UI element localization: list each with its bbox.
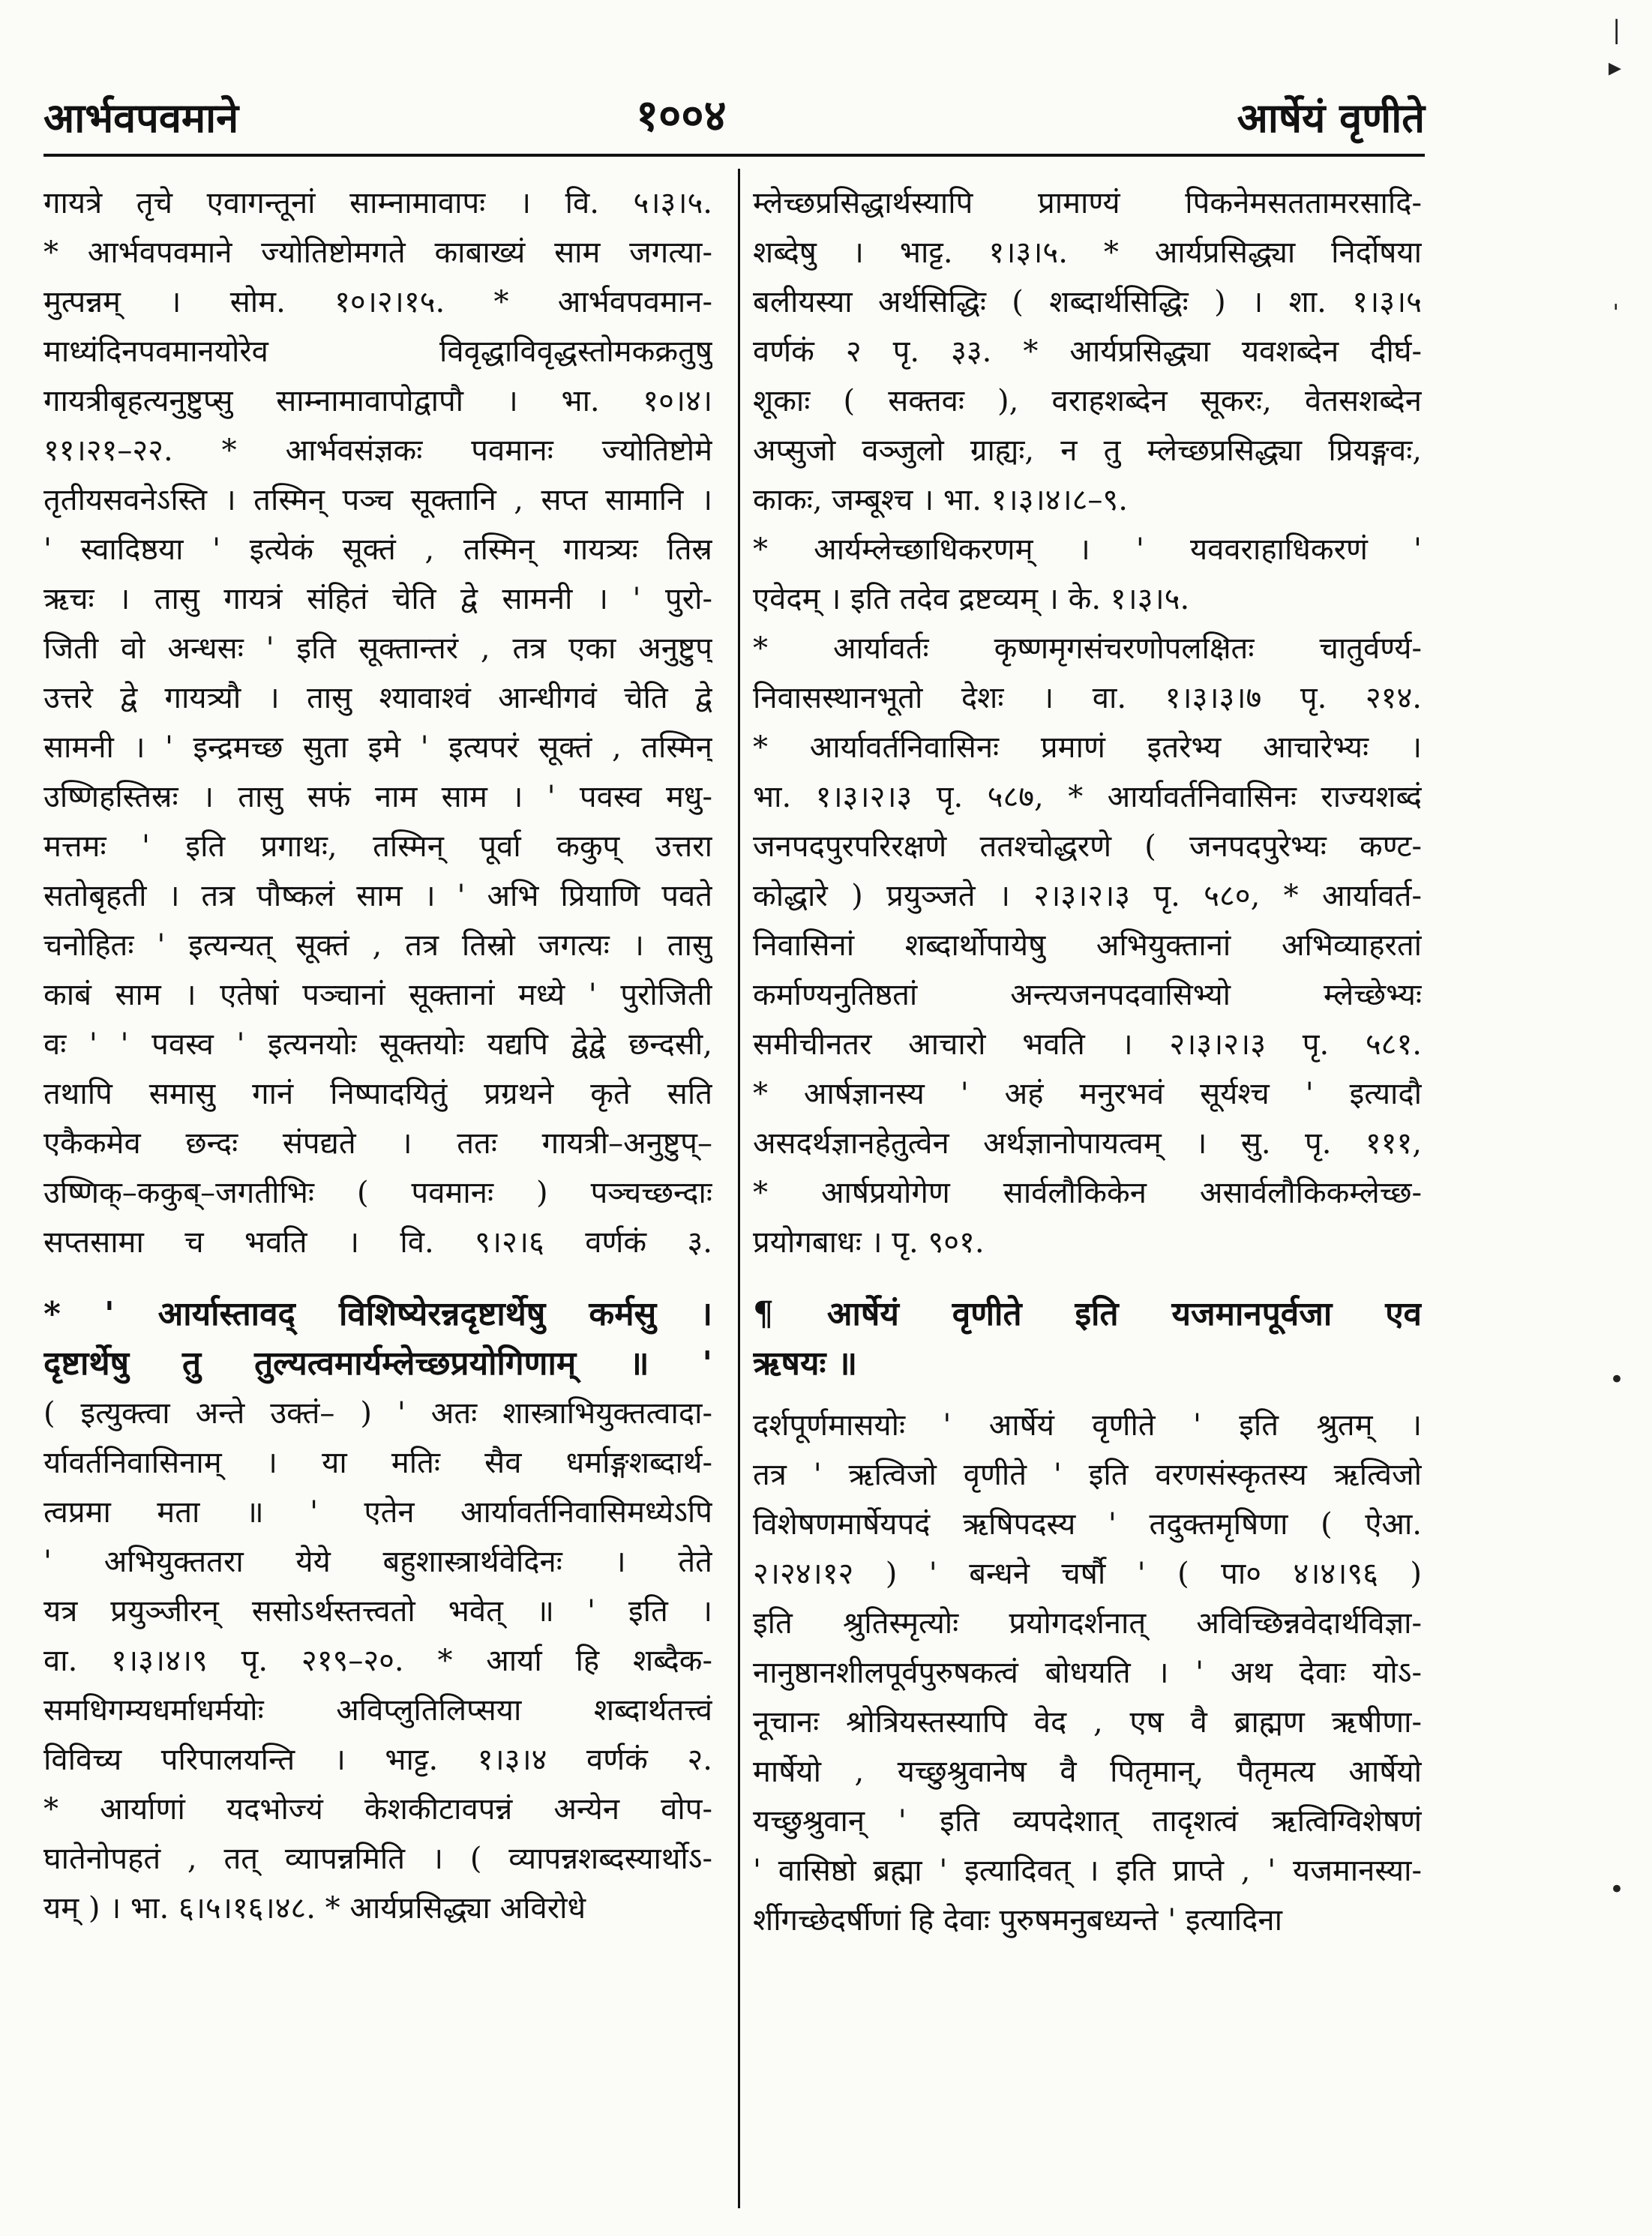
- text-line: यत्र प्रयुञ्जीरन् ससोऽर्थस्तत्त्वतो भवेत् ॥ ' इति ।: [43, 1594, 712, 1629]
- right-column: [753, 178, 1422, 1945]
- text-line: ११।२१–२२. * आर्भवसंज्ञकः पवमानः ज्योतिष्टोमे: [43, 433, 712, 468]
- text-line: मत्तमः ' इति प्रगाथः, तस्मिन् पूर्वा ककुप् उत्तरा: [43, 829, 712, 864]
- column-divider: [738, 169, 740, 2208]
- quote-line: * ' आर्यास्तावद् विशिष्येरन्नदृष्टार्थेषु कर्मसु ।: [43, 1295, 712, 1333]
- text-line: निवासस्थानभूतो देशः । वा. १।३।३।७ पृ. २१४.: [753, 681, 1422, 715]
- text-line: मार्षेयो , यच्छुश्रुवानेष वै पितृमान्, पैतृमत्य आर्षेयो: [753, 1755, 1422, 1789]
- text-line: समधिगम्यधर्माधर्मयोः अविप्लुतिलिप्सया शब्दार्थतत्त्वं: [43, 1693, 712, 1728]
- text-line: सामनी । ' इन्द्रमच्छ सुता इमे ' इत्यपरं सूक्तं , तस्मिन्: [43, 730, 712, 765]
- text-line: ' अभियुक्ततरा येये बहुशास्त्रार्थवेदिनः । तेते: [43, 1545, 712, 1579]
- text-line: ऋचः । तासु गायत्रं संहितं चेति द्वे सामनी । ' पुरो-: [43, 582, 712, 616]
- text-line: इति श्रुतिस्मृत्योः प्रयोगदर्शनात् अविच्छिन्नवेदार्थविज्ञा-: [753, 1606, 1422, 1641]
- text-line: विविच्य परिपालयन्ति । भाट्ट. १।३।४ वर्णकं २.: [43, 1743, 712, 1777]
- text-line: यम् ) । भा. ६।५।१६।४८. * आर्यप्रसिद्ध्या अविरोधे: [43, 1891, 586, 1926]
- header-left-guideword: आर्भवपवमाने: [43, 94, 239, 142]
- text-line: तृतीयसवनेऽस्ति । तस्मिन् पञ्च सूक्तानि , सप्त सामानि ।: [43, 483, 712, 517]
- text-line: ( इत्युक्त्वा अन्ते उक्तं– ) ' अतः शास्त्राभियुक्तत्वादा-: [43, 1396, 712, 1431]
- text-line: उष्णिक्–ककुब्–जगतीभिः ( पवमानः ) पञ्चच्छन्दाः: [43, 1176, 712, 1210]
- margin-mark: |: [1612, 15, 1621, 45]
- text-line: वा. १।३।४।९ पृ. २१९–२०. * आर्या हि शब्दैक-: [43, 1644, 712, 1678]
- text-line: वर्णकं २ पृ. ३३. * आर्यप्रसिद्ध्या यवशब्देन दीर्घ-: [753, 334, 1422, 369]
- text-line: वः ' ' पवस्व ' इत्यनयोः सूक्तयोः यद्यपि द्वेद्वे छन्दसी,: [43, 1027, 712, 1062]
- text-line: दर्शपूर्णमासयोः ' आर्षेयं वृणीते ' इति श्रुतम् ।: [753, 1408, 1422, 1443]
- text-line: र्यावर्तनिवासिनाम् । या मतिः सैव धर्माङ्गशब्दार्थ-: [43, 1446, 712, 1480]
- text-line: * आर्षप्रयोगेण सार्वलौकिकेन असार्वलौकिकम्लेच्छ-: [753, 1176, 1422, 1210]
- text-line: असदर्थज्ञानहेतुत्वेन अर्थज्ञानोपायत्वम् । सु. पृ. १११,: [753, 1126, 1422, 1161]
- text-line: काबं साम । एतेषां पञ्चानां सूक्तानां मध्ये ' पुरोजिती: [43, 978, 712, 1012]
- text-line: भा. १।३।२।३ पृ. ५८७, * आर्यावर्तनिवासिनः राज्यशब्दं: [753, 780, 1422, 814]
- margin-mark: •: [1609, 1875, 1625, 1905]
- text-line: काकः, जम्बूश्च । भा. १।३।४।८–९.: [753, 483, 1128, 517]
- text-line: त्वप्रमा मता ॥ ' एतेन आर्यावर्तनिवासिमध्येऽपि: [43, 1495, 712, 1530]
- text-line: शब्देषु । भाट्ट. १।३।५. * आर्यप्रसिद्ध्या निर्दोषया: [753, 235, 1422, 270]
- text-line: गायत्रे तृचे एवागन्तूनां साम्नामावापः । वि. ५।३।५.: [43, 186, 712, 220]
- text-line: यच्छुश्रुवान् ' इति व्यपदेशात् तादृशत्वं ऋत्विग्विशेषणं: [753, 1804, 1422, 1839]
- text-line: कोद्धारे ) प्रयुञ्जते । २।३।२।३ पृ. ५८०, * आर्यावर्त-: [753, 879, 1422, 913]
- text-line: मुत्पन्नम् । सोम. १०।२।१५. * आर्भवपवमान-: [43, 285, 712, 319]
- text-line: माध्यंदिनपवमानयोरेव विवृद्धाविवृद्धस्तोमकक्रतुषु: [43, 334, 712, 369]
- text-line: घातेनोपहतं , तत् व्यापन्नमिति । ( व्यापन्नशब्दस्यार्थोऽ-: [43, 1842, 712, 1876]
- section-heading: ¶ आर्षेयं वृणीते इति यजमानपूर्वजा एव: [753, 1295, 1422, 1333]
- text-line: * आर्यावर्तः कृष्णमृगसंचरणोपलक्षितः चातुर्वर्ण्य-: [753, 631, 1422, 666]
- margin-mark: ˈ: [1612, 300, 1620, 330]
- text-line: निवासिनां शब्दार्थोपायेषु अभियुक्तानां अभिव्याहरतां: [753, 928, 1422, 963]
- text-line: * आर्षज्ञानस्य ' अहं मनुरभवं सूर्यश्च ' इत्यादौ: [753, 1077, 1422, 1111]
- text-line: प्रयोगबाधः । पृ. ९०१.: [753, 1225, 985, 1260]
- text-line: विशेषणमार्षेयपदं ऋषिपदस्य ' तदुक्तमृषिणा ( ऐआ.: [753, 1507, 1422, 1542]
- section-heading: ऋषयः ॥: [753, 1344, 858, 1383]
- text-line: तथापि समासु गानं निष्पादयितुं प्रग्रथने कृते सति: [43, 1077, 712, 1111]
- text-line: जिती वो अन्धसः ' इति सूक्तान्तरं , तत्र एका अनुष्टुप्: [43, 631, 712, 666]
- text-line: र्शीगच्छेदर्षीणां हि देवाः पुरुषमनुबध्यन्ते ' इत्यादिना: [753, 1903, 1282, 1938]
- text-line: नूचानः श्रोत्रियस्तस्यापि वेद , एष वै ब्राह्मण ऋषीणा-: [753, 1705, 1422, 1740]
- header-rule: [43, 154, 1425, 157]
- text-line: * आर्भवपवमाने ज्योतिष्टोमगते काबाख्यं साम जगत्या-: [43, 235, 712, 270]
- text-line: उत्तरे द्वे गायत्र्यौ । तासु श्यावाश्वं आन्धीगवं चेति द्वे: [43, 681, 712, 715]
- text-line: एकैकमेव छन्दः संपद्यते । ततः गायत्री–अनुष्टुप्–: [43, 1126, 712, 1161]
- page-number: १००४: [636, 90, 727, 141]
- text-line: उष्णिहस्तिस्रः । तासु सफं नाम साम । ' पवस्व मधु-: [43, 780, 712, 814]
- text-line: एवेदम् । इति तदेव द्रष्टव्यम् । के. १।३।५.: [753, 582, 1190, 616]
- text-line: समीचीनतर आचारो भवति । २।३।२।३ पृ. ५८१.: [753, 1027, 1422, 1062]
- text-line: ' स्वादिष्ठया ' इत्येकं सूक्तं , तस्मिन् गायत्र्यः तिस्र: [43, 532, 712, 567]
- text-line: ' वासिष्ठो ब्रह्मा ' इत्यादिवत् । इति प्राप्ते , ' यजमानस्या-: [753, 1854, 1422, 1888]
- text-line: चनोहितः ' इत्यन्यत् सूक्तं , तत्र तिस्रो जगत्यः । तासु: [43, 928, 712, 963]
- text-line: बलीयस्या अर्थसिद्धिः ( शब्दार्थसिद्धिः ) । शा. १।३।५: [753, 285, 1422, 319]
- text-line: सतोबृहती । तत्र पौष्कलं साम । ' अभि प्रियाणि पवते: [43, 879, 712, 913]
- text-line: सप्तसामा च भवति । वि. ९।२।६ वर्णकं ३.: [43, 1225, 712, 1260]
- quote-line: दृष्टार्थेषु तु तुल्यत्वमार्यम्लेच्छप्रयोगिणाम् ॥ ': [43, 1344, 712, 1383]
- text-line: २।२४।१२ ) ' बन्धने चर्षौ ' ( पा० ४।४।९६ ): [753, 1557, 1422, 1591]
- text-line: तत्र ' ऋत्विजो वृणीते ' इति वरणसंस्कृतस्य ऋत्विजो: [753, 1458, 1422, 1492]
- page-header: [43, 81, 1425, 141]
- text-line: * आर्यावर्तनिवासिनः प्रमाणं इतरेभ्य आचारेभ्यः ।: [753, 730, 1422, 765]
- text-line: अप्सुजो वञ्जुलो ग्राह्यः, न तु म्लेच्छप्रसिद्ध्या प्रियङ्गवः,: [753, 433, 1422, 468]
- text-line: कर्माण्यनुतिष्ठतां अन्त्यजनपदवासिभ्यो म्लेच्छेभ्यः: [753, 978, 1422, 1012]
- text-line: * आर्यम्लेच्छाधिकरणम् । ' यववराहाधिकरणं ': [753, 532, 1422, 567]
- margin-mark: ▸: [1609, 52, 1622, 82]
- text-line: गायत्रीबृहत्यनुष्टुप्सु साम्नामावापोद्वापौ । भा. १०।४।: [43, 384, 712, 418]
- text-line: * आर्याणां यदभोज्यं केशकीटावपन्नं अन्येन वोप-: [43, 1792, 712, 1827]
- text-line: जनपदपुरपरिरक्षणे ततश्चोद्धरणे ( जनपदपुरेभ्यः कण्ट-: [753, 829, 1422, 864]
- text-line: म्लेच्छप्रसिद्धार्थस्यापि प्रामाण्यं पिकनेमसततामरसादि-: [753, 186, 1422, 220]
- left-column: [43, 178, 712, 1933]
- text-line: नानुष्ठानशीलपूर्वपुरुषकत्वं बोधयति । ' अथ देवाः योऽ-: [753, 1656, 1422, 1690]
- header-right-guideword: आर्षेयं वृणीते: [1237, 94, 1425, 142]
- margin-mark: •: [1609, 1365, 1625, 1395]
- text-line: शूकाः ( सक्तवः ), वराहशब्देन सूकरः, वेतसशब्देन: [753, 384, 1422, 418]
